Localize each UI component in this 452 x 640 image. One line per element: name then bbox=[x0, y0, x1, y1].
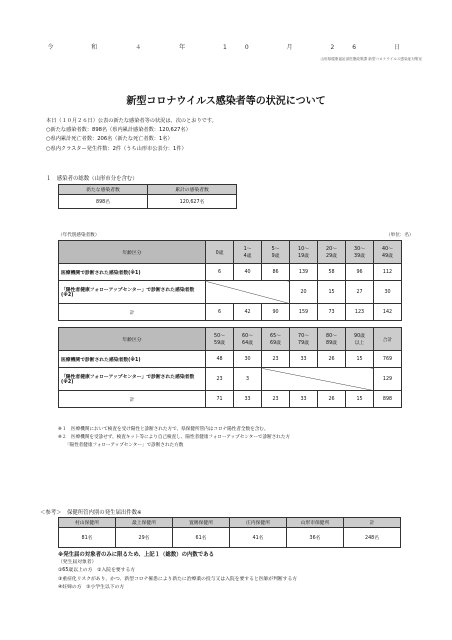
cell: 20 bbox=[290, 281, 318, 304]
summary-value: 120,627名 bbox=[148, 195, 237, 209]
cell: 40 bbox=[234, 264, 262, 281]
cell: 6 bbox=[206, 304, 234, 321]
age-label-header: 年齢区分 bbox=[59, 241, 206, 264]
cell: 159 bbox=[290, 304, 318, 321]
age-header: 0歳 bbox=[206, 241, 234, 264]
cell: 15 bbox=[318, 281, 346, 304]
reference-heading: ＜参考＞ 保健所管内別の発生届出件数※ bbox=[40, 510, 142, 516]
section-heading: １ 感染者の総数（山形市分を含む） bbox=[46, 176, 138, 182]
age-header: 1～ 4歳 bbox=[234, 241, 262, 264]
cell: 23 bbox=[262, 351, 290, 368]
table-row bbox=[59, 351, 402, 368]
cell: 73 bbox=[318, 304, 346, 321]
age-caption: （年代別感染者数） bbox=[58, 233, 100, 238]
row-label: 「陽性者健康フォローアップセンター」で診断された感染者数(※2) bbox=[59, 368, 206, 391]
cell: 33 bbox=[290, 351, 318, 368]
summary-value: 898名 bbox=[59, 195, 148, 209]
footer-notes bbox=[58, 551, 418, 592]
hc-value: 36名 bbox=[287, 528, 344, 548]
hc-value: 81名 bbox=[59, 528, 116, 548]
intro-line: ○新たな感染者数：898名（県内累計感染者数：120,627名） bbox=[46, 127, 191, 134]
cell: 33 bbox=[290, 391, 318, 408]
row-label: 医療機関で診断された感染者数(※1) bbox=[59, 264, 206, 281]
cell: 30 bbox=[374, 281, 402, 304]
cell: 58 bbox=[318, 264, 346, 281]
cell: 23 bbox=[206, 368, 234, 391]
cell: 15 bbox=[346, 391, 374, 408]
cell: 23 bbox=[262, 391, 290, 408]
summary-header: 累計の感染者数 bbox=[148, 185, 237, 195]
cell: 42 bbox=[234, 304, 262, 321]
note-line: ※２ 医療機関を受診せず、検査キット等により自己検査し、陽性者健康フォローアップセンターで診断された方 bbox=[58, 435, 291, 440]
cell: 139 bbox=[290, 264, 318, 281]
cell: 96 bbox=[346, 264, 374, 281]
row-label: 計 bbox=[59, 304, 206, 321]
hc-header: 最上保健所 bbox=[116, 518, 173, 528]
hc-header: 計 bbox=[344, 518, 401, 528]
hc-header: 村山保健所 bbox=[59, 518, 116, 528]
page-title: 新型コロナウイルス感染者等の状況について bbox=[126, 96, 326, 107]
age-header: 70～ 79歳 bbox=[290, 328, 318, 351]
empty-cell bbox=[206, 281, 290, 304]
hc-value: 41名 bbox=[230, 528, 287, 548]
footer-line: ※発生届の対象者のみに限るため、上記１（総数）の内数である bbox=[58, 552, 214, 558]
hc-header: 置賜保健所 bbox=[173, 518, 230, 528]
age-header: 10～ 19歳 bbox=[290, 241, 318, 264]
age-header: 90歳 以上 bbox=[346, 328, 374, 351]
footer-line: ①65歳以上の方 ②入院を要する方 bbox=[58, 568, 136, 574]
cell: 30 bbox=[234, 351, 262, 368]
note-line: 「陽性者健康フォローアップセンター」で診断された方数 bbox=[58, 443, 184, 448]
age-label-header: 年齢区分 bbox=[59, 328, 206, 351]
cell: 15 bbox=[346, 351, 374, 368]
cell: 142 bbox=[374, 304, 402, 321]
intro-line: ○県内クラスター発生件数：2件（うち山形市公表分：1件） bbox=[46, 145, 187, 152]
age-header: 20～ 29歳 bbox=[318, 241, 346, 264]
cell: 769 bbox=[374, 351, 402, 368]
cell: 26 bbox=[318, 391, 346, 408]
notes-block bbox=[58, 426, 408, 450]
table-row bbox=[59, 391, 402, 408]
cell: 71 bbox=[206, 391, 234, 408]
table-row bbox=[59, 368, 402, 391]
hc-header: 庄内保健所 bbox=[230, 518, 287, 528]
empty-cell bbox=[262, 368, 374, 391]
age-header: 30～ 39歳 bbox=[346, 241, 374, 264]
department-name: 山形県健康福祉部医療政策課 新型コロナウイルス感染症対策室 bbox=[320, 57, 422, 61]
hc-header: 山形市保健所 bbox=[287, 518, 344, 528]
cell: 3 bbox=[234, 368, 262, 391]
row-label: 「陽性者健康フォローアップセンター」で診断された感染者数(※2) bbox=[59, 281, 206, 304]
footer-line: （発生届対象者） bbox=[58, 560, 97, 566]
cell: 898 bbox=[374, 391, 402, 408]
table-row bbox=[59, 264, 402, 281]
footer-line: ④妊婦の方 ⑤小学生以下の方 bbox=[58, 584, 125, 590]
summary-table bbox=[58, 184, 237, 209]
total-header: 合計 bbox=[374, 328, 402, 351]
footer-line: ③重症化リスクがあり、かつ、新型コロナ罹患により新たに治療薬の投与又は入院を要すると医師が判断する方 bbox=[58, 576, 298, 582]
cell: 27 bbox=[346, 281, 374, 304]
row-label: 医療機関で診断された感染者数(※1) bbox=[59, 351, 206, 368]
note-line: ※１ 医療機関において検査を受け陽性と診断された方で、県保健所管内はコロナ陽性者全数を含む。 bbox=[58, 427, 269, 432]
hc-value: 29名 bbox=[116, 528, 173, 548]
hc-value: 61名 bbox=[173, 528, 230, 548]
row-label: 計 bbox=[59, 391, 206, 408]
cell: 123 bbox=[346, 304, 374, 321]
unit-label: （単位：名） bbox=[386, 233, 414, 238]
age-table-2 bbox=[58, 327, 402, 408]
age-header: 60～ 64歳 bbox=[234, 328, 262, 351]
age-header: 65～ 69歳 bbox=[262, 328, 290, 351]
cell: 6 bbox=[206, 264, 234, 281]
intro-line: ○県内累計死亡者数：206名（新たな死亡者数：1名） bbox=[46, 136, 173, 143]
table-row bbox=[59, 528, 401, 548]
hc-value: 248名 bbox=[344, 528, 401, 548]
cell: 90 bbox=[262, 304, 290, 321]
age-header: 40～ 49歳 bbox=[374, 241, 402, 264]
report-date: 令 和 ４ 年 10 月 26 日 bbox=[47, 44, 418, 51]
cell: 33 bbox=[234, 391, 262, 408]
cell: 26 bbox=[318, 351, 346, 368]
cell: 86 bbox=[262, 264, 290, 281]
health-center-table bbox=[58, 517, 401, 548]
intro-line: 本日（１０月２６日）公表の新たな感染者等の状況は、次のとおりです。 bbox=[46, 118, 217, 124]
age-header: 50～ 59歳 bbox=[206, 328, 234, 351]
age-header: 80～ 89歳 bbox=[318, 328, 346, 351]
table-row bbox=[59, 281, 402, 304]
table-row bbox=[59, 304, 402, 321]
age-table-1 bbox=[58, 240, 402, 321]
cell: 48 bbox=[206, 351, 234, 368]
age-header: 5～ 9歳 bbox=[262, 241, 290, 264]
cell: 129 bbox=[374, 368, 402, 391]
cell: 112 bbox=[374, 264, 402, 281]
summary-header: 新たな感染者数 bbox=[59, 185, 148, 195]
intro-block bbox=[46, 117, 217, 154]
